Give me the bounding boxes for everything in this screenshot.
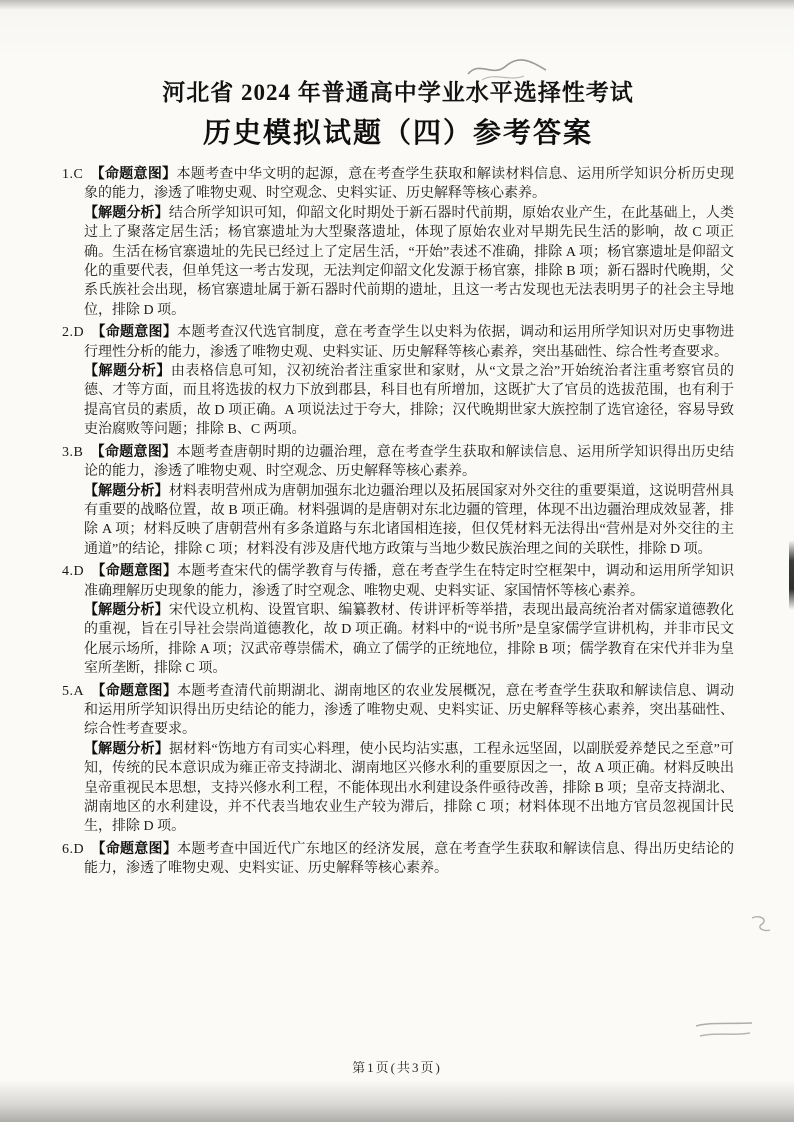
intent-label: 【命题意图】	[91, 683, 178, 699]
analysis-label: 【解题分析】	[84, 741, 169, 757]
analysis-paragraph	[84, 362, 734, 440]
intent-label: 【命题意图】	[90, 444, 177, 460]
intent-label: 【命题意图】	[91, 564, 178, 580]
intent-paragraph	[62, 840, 735, 879]
intent-paragraph	[62, 165, 734, 204]
intent-paragraph	[62, 682, 735, 740]
answer-item	[62, 443, 734, 559]
item-answer: 2.D	[62, 325, 85, 341]
intent-text: 本题考查中国近代广东地区的经济发展，意在考查学生获取和解读信息、得出历史结论的能力，渗透了唯物史观、史料实证、历史解释等核心素养。	[84, 841, 735, 877]
answer-item	[62, 323, 734, 439]
exam-title: 河北省 2024 年普通高中学业水平选择性考试	[162, 80, 634, 105]
analysis-text: 材料表明营州成为唐朝加强东北边疆治理以及拓展国家对外交往的重要渠道，这说明营州具有重要的战略位置，故 B 项正确。材料强调的是唐朝对东北边疆的管理，体现不出边疆治理成效显著，排除 A 项；材料反映了唐朝营州有多条道路与东北诸国相连接，但仅凭材料无法得出“营州是对外交往的主通道”的结论，排除 C 项；材料没有涉及唐代地方政策与当地少数民族治理之间的关联性，排除 D 项。	[84, 483, 735, 557]
pen-tick-icon	[748, 912, 774, 936]
intent-paragraph	[62, 323, 735, 362]
item-answer: 1.C	[62, 167, 84, 182]
analysis-text: 宋代设立机构、设置官职、编纂教材、传讲评析等举措，表现出最高统治者对儒家道德教化的重视，旨在引导社会崇尚道德教化，故 D 项正确。材料中的“说书所”是皇家儒学宣讲机构，并非市民文化展示场所，排除 A 项；汉武帝尊崇儒术，确立了儒学的正统地位，排除 B 项；儒学教育在宋代并非为皇室所垄断，排除 C 项。	[84, 602, 735, 677]
intent-label: 【命题意图】	[91, 325, 178, 341]
analysis-label: 【解题分析】	[84, 364, 171, 380]
intent-text: 本题考查清代前期湖北、湖南地区的农业发展概况，意在考查学生获取和解读信息、调动和运用所学知识得出历史结论的能力，渗透了唯物史观、史料实证、历史解释等核心素养，突出基础性、综合性考查要求。	[84, 683, 735, 738]
page-content	[62, 74, 734, 882]
answer-item	[62, 682, 734, 837]
intent-label: 【命题意图】	[91, 841, 178, 857]
analysis-label: 【解题分析】	[84, 483, 169, 499]
analysis-paragraph	[84, 482, 734, 560]
analysis-paragraph	[84, 601, 734, 679]
intent-text: 本题考查中华文明的起源，意在考查学生获取和解读材料信息、运用所学知识分析历史现象的能力，渗透了唯物史观、时空观念、史料实证、历史解释等核心素养。	[84, 167, 734, 202]
answer-item	[62, 165, 734, 320]
answer-item	[62, 562, 734, 678]
scan-edge-mark-icon	[789, 540, 794, 610]
analysis-label: 【解题分析】	[84, 205, 169, 221]
analysis-text: 据材料“饬地方有司实心料理，使小民均沾实惠，工程永远坚固，以副朕爱养楚民之至意”可知，传统的民本意识成为雍正帝支持湖北、湖南地区兴修水利的重要原因之一，故 A 项正确。材料反映出皇帝重视民本思想，支持兴修水利工程，不能体现出水利建设条件亟待改善，排除 B 项；皇帝支持湖北、湖南地区的水利建设，并不代表当地农业生产较为滞后，排除 C 项；材料体现不出地方官员忽视国计民生，排除 D 项。	[84, 741, 735, 835]
analysis-paragraph	[84, 204, 734, 320]
page-number-footer: 第1页(共3页)	[352, 1060, 442, 1075]
paper-subtitle: 历史模拟试题（四）参考答案	[202, 118, 593, 149]
analysis-text: 由表格信息可知，汉初统治者注重家世和家财，从“文景之治”开始统治者注重考察官员的德、才等方面，而且将选拔的权力下放到郡县，科目也有所增加，这既扩大了官员的选拔范围，也有利于提高官员的素质，故 D 项正确。A 项说法过于夸大，排除；汉代晚期世家大族控制了选官途径，容易导致吏治腐败等问题；排除 B、C 两项。	[84, 364, 734, 438]
analysis-text: 结合所学知识可知，仰韶文化时期处于新石器时代前期，原始农业产生，在此基础上，人类过上了聚落定居生活；杨官寨遗址为大型聚落遗址，体现了原始农业对早期先民生活的影响，故 C 项正确。生活在杨官寨遗址的先民已经过上了定居生活，“开始”表述不准确，排除 A 项；杨官寨遗址是仰韶文化的重要代表，但单凭这一考古发现，无法判定仰韶文化发源于杨官寨，排除 B 项；新石器时代晚期，父系氏族社会出现，杨官寨遗址属于新石器时代前期的遗址，且这一考古发现也无法表明男子的社会主导地位，排除 D 项。	[84, 205, 735, 318]
analysis-label: 【解题分析】	[84, 602, 169, 618]
answer-item	[62, 840, 734, 879]
intent-label: 【命题意图】	[90, 167, 177, 182]
item-answer: 6.D	[62, 841, 85, 857]
intent-text: 本题考查汉代选官制度，意在考查学生以史料为依据，调动和运用所学知识对历史事物进行理性分析的能力，渗透了唯物史观、史料实证、历史解释等核心素养，突出基础性、综合性考查要求。	[84, 325, 735, 360]
pen-mark-icon	[690, 1018, 760, 1044]
analysis-paragraph	[84, 740, 734, 837]
intent-text: 本题考查唐朝时期的边疆治理，意在考查学生获取和解读信息、运用所学知识得出历史结论的能力，渗透了唯物史观、时空观念、历史解释等核心素养。	[84, 444, 734, 480]
answer-list	[62, 165, 734, 879]
intent-text: 本题考查宋代的儒学教育与传播，意在考查学生在特定时空框架中，调动和运用所学知识准确理解历史现象的能力，渗透了时空观念、唯物史观、史料实证、家国情怀等核心素养。	[84, 564, 735, 599]
item-answer: 4.D	[62, 564, 85, 580]
item-answer: 3.B	[62, 444, 84, 460]
item-answer: 5.A	[62, 683, 85, 699]
intent-paragraph	[62, 562, 735, 601]
intent-paragraph	[62, 443, 734, 482]
